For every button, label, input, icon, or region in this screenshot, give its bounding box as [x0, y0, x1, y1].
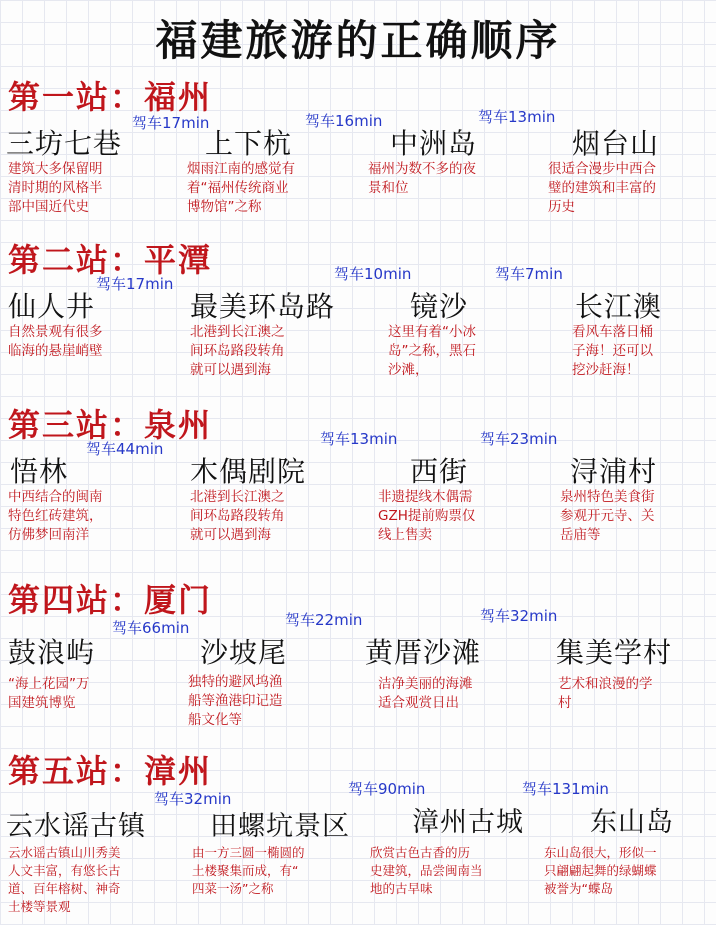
spot-name: 木偶剧院 — [190, 455, 307, 488]
drive-time-label: 驾车16min — [305, 112, 383, 130]
spot-name: 黄厝沙滩 — [365, 636, 482, 669]
spot-name: 仙人井 — [8, 290, 96, 323]
section-heading: 第一站：福州 — [8, 78, 213, 116]
spot-description: 中西结合的闽南 特色红砖建筑， 仿佛梦回南洋 — [8, 489, 103, 543]
drive-time-label: 驾车17min — [132, 114, 210, 132]
spot-name: 长江澳 — [575, 290, 663, 323]
spot-description: 艺术和浪漫的学 村 — [558, 676, 653, 711]
spot-description: 福州为数不多的夜 景和位 — [368, 161, 476, 196]
section-heading: 第二站：平潭 — [8, 241, 213, 279]
drive-time-label: 驾车131min — [522, 780, 609, 798]
drive-time-label: 驾车7min — [495, 265, 563, 283]
spot-description: “海上花园”万 国建筑博览 — [8, 676, 90, 711]
spot-description: 独特的避风坞渔 船等渔港印记造 船文化等 — [188, 674, 283, 728]
spot-name: 最美环岛路 — [190, 290, 336, 323]
section-heading: 第五站：漳州 — [8, 752, 213, 790]
drive-time-label: 驾车13min — [320, 430, 398, 448]
spot-description: 欣赏古色古香的历 史建筑，品尝闽南当 地的古早味 — [370, 845, 483, 896]
spot-name: 上下杭 — [205, 127, 293, 160]
spot-description: 非遗提线木偶需 GZH提前购票仅 线上售卖 — [378, 489, 476, 543]
section-zhangzhou — [0, 746, 716, 925]
spot-name: 三坊七巷 — [6, 127, 123, 160]
section-quanzhou — [0, 400, 716, 565]
spot-name: 西街 — [410, 455, 469, 488]
spot-name: 东山岛 — [590, 807, 674, 838]
spot-description: 建筑大多保留明 清时期的风格半 部中国近代史 — [8, 161, 103, 215]
spot-name: 漳州古城 — [412, 807, 524, 838]
spot-name: 田螺坑景区 — [210, 811, 350, 842]
drive-time-label: 驾车90min — [348, 780, 426, 798]
spot-description: 很适合漫步中西合 璧的建筑和丰富的 历史 — [548, 161, 656, 215]
drive-time-label: 驾车13min — [478, 108, 556, 126]
spot-description: 北港到长江澳之 间环岛路段转角 就可以遇到海 — [190, 324, 285, 378]
spot-description: 看风车落日桶 子海！还可以 挖沙赶海！ — [572, 324, 653, 378]
section-heading: 第四站：厦门 — [8, 581, 213, 619]
drive-time-label: 驾车17min — [96, 275, 174, 293]
drive-time-label: 驾车32min — [480, 607, 558, 625]
section-xiamen — [0, 575, 716, 740]
spot-description: 东山岛很大，形似一 只翩翩起舞的绿蝴蝶 被誉为“蝶岛 — [544, 845, 657, 896]
page-title: 福建旅游的正确顺序 — [155, 16, 561, 65]
spot-name: 悟林 — [10, 455, 69, 488]
section-heading: 第三站：泉州 — [8, 406, 213, 444]
drive-time-label: 驾车22min — [285, 611, 363, 629]
drive-time-label: 驾车23min — [480, 430, 558, 448]
spot-name: 浔浦村 — [570, 455, 658, 488]
spot-name: 沙坡尾 — [200, 636, 288, 669]
spot-name: 集美学村 — [556, 636, 673, 669]
spot-description: 烟雨江南的感觉有 着“福州传统商业 博物馆”之称 — [187, 161, 295, 215]
spot-description: 自然景观有很多 临海的悬崖峭壁 — [8, 324, 103, 359]
spot-description: 这里有着“小冰 岛”之称，黑石 沙滩， — [388, 324, 476, 378]
spot-name: 中洲岛 — [390, 127, 478, 160]
spot-description: 北港到长江澳之 间环岛路段转角 就可以遇到海 — [190, 489, 285, 543]
spot-name: 云水谣古镇 — [6, 811, 146, 842]
spot-description: 泉州特色美食街 参观开元寺、关 岳庙等 — [560, 489, 655, 543]
spot-name: 鼓浪屿 — [8, 636, 96, 669]
spot-description: 云水谣古镇山川秀美 人文丰富，有悠长古 道、百年榕树、神奇 土楼等景观 — [8, 845, 121, 914]
drive-time-label: 驾车10min — [334, 265, 412, 283]
section-fuzhou — [0, 72, 716, 237]
drive-time-label: 驾车66min — [112, 619, 190, 637]
section-pingtan — [0, 235, 716, 400]
spot-name: 镜沙 — [410, 290, 469, 323]
spot-name: 烟台山 — [572, 127, 660, 160]
drive-time-label: 驾车44min — [86, 440, 164, 458]
spot-description: 由一方三圆一椭圆的 土楼聚集而成，有“ 四菜一汤”之称 — [192, 845, 305, 896]
spot-description: 洁净美丽的海滩 适合观赏日出 — [378, 676, 473, 711]
drive-time-label: 驾车32min — [154, 790, 232, 808]
